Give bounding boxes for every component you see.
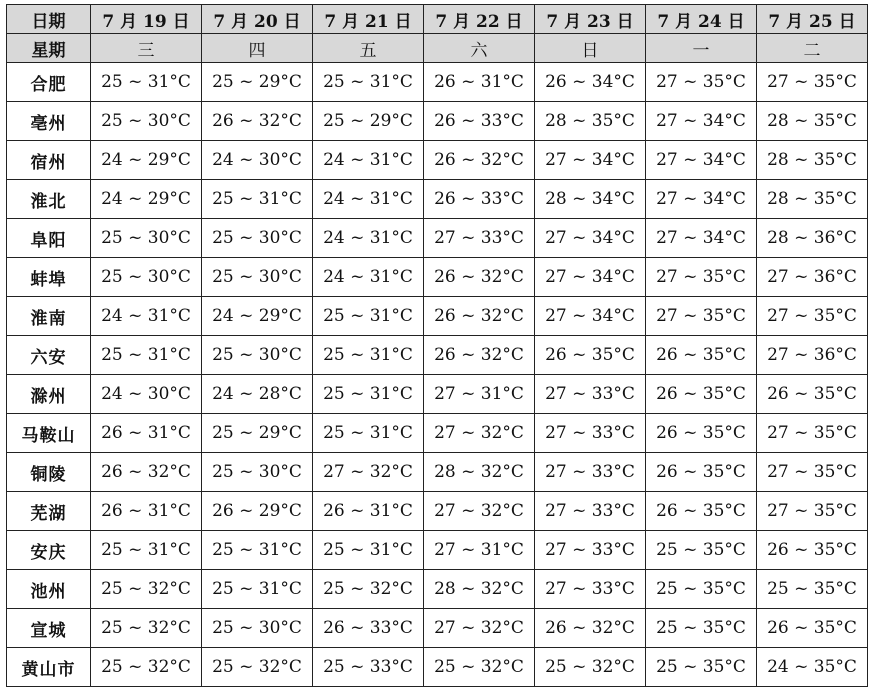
temperature-cell: 25 ~ 35°C bbox=[646, 609, 757, 648]
temperature-cell: 26 ~ 31°C bbox=[91, 414, 202, 453]
table-row bbox=[7, 453, 868, 492]
temperature-cell: 25 ~ 32°C bbox=[535, 648, 646, 687]
temperature-cell: 25 ~ 30°C bbox=[202, 219, 313, 258]
temperature-cell: 27 ~ 35°C bbox=[646, 297, 757, 336]
temperature-cell: 25 ~ 32°C bbox=[91, 609, 202, 648]
temperature-cell: 27 ~ 35°C bbox=[757, 63, 868, 102]
temperature-cell: 25 ~ 31°C bbox=[313, 414, 424, 453]
temperature-cell: 27 ~ 35°C bbox=[646, 63, 757, 102]
temperature-cell: 28 ~ 35°C bbox=[757, 141, 868, 180]
temperature-cell: 25 ~ 31°C bbox=[91, 336, 202, 375]
temperature-cell: 25 ~ 35°C bbox=[646, 531, 757, 570]
temperature-cell: 25 ~ 32°C bbox=[424, 648, 535, 687]
temperature-cell: 26 ~ 35°C bbox=[757, 531, 868, 570]
city-name: 阜阳 bbox=[7, 219, 91, 258]
weekday-header-row bbox=[7, 34, 868, 63]
temperature-cell: 26 ~ 32°C bbox=[91, 453, 202, 492]
temperature-cell: 27 ~ 34°C bbox=[646, 219, 757, 258]
temperature-cell: 27 ~ 31°C bbox=[424, 375, 535, 414]
temperature-cell: 24 ~ 31°C bbox=[313, 219, 424, 258]
temperature-cell: 26 ~ 32°C bbox=[424, 297, 535, 336]
date-header-cell: 7 月 19 日 bbox=[91, 5, 202, 34]
temperature-cell: 25 ~ 30°C bbox=[202, 453, 313, 492]
temperature-cell: 26 ~ 35°C bbox=[646, 375, 757, 414]
temperature-cell: 24 ~ 30°C bbox=[91, 375, 202, 414]
temperature-cell: 27 ~ 34°C bbox=[646, 141, 757, 180]
temperature-cell: 27 ~ 34°C bbox=[535, 219, 646, 258]
temperature-cell: 27 ~ 33°C bbox=[535, 531, 646, 570]
city-name: 蚌埠 bbox=[7, 258, 91, 297]
temperature-cell: 27 ~ 34°C bbox=[535, 297, 646, 336]
temperature-cell: 27 ~ 31°C bbox=[424, 531, 535, 570]
temperature-cell: 26 ~ 33°C bbox=[424, 102, 535, 141]
city-name: 宿州 bbox=[7, 141, 91, 180]
temperature-cell: 25 ~ 31°C bbox=[91, 63, 202, 102]
temperature-cell: 26 ~ 35°C bbox=[646, 492, 757, 531]
temperature-cell: 25 ~ 35°C bbox=[757, 570, 868, 609]
weekday-header-cell: 四 bbox=[202, 34, 313, 63]
city-name: 淮北 bbox=[7, 180, 91, 219]
table-row bbox=[7, 180, 868, 219]
temperature-cell: 26 ~ 31°C bbox=[313, 492, 424, 531]
temperature-cell: 28 ~ 32°C bbox=[424, 570, 535, 609]
temperature-cell: 27 ~ 35°C bbox=[757, 414, 868, 453]
temperature-cell: 25 ~ 31°C bbox=[313, 63, 424, 102]
date-header-cell: 7 月 20 日 bbox=[202, 5, 313, 34]
temperature-cell: 25 ~ 30°C bbox=[202, 258, 313, 297]
date-header-row bbox=[7, 5, 868, 34]
city-name: 安庆 bbox=[7, 531, 91, 570]
city-name: 合肥 bbox=[7, 63, 91, 102]
temperature-cell: 25 ~ 30°C bbox=[91, 219, 202, 258]
temperature-cell: 24 ~ 28°C bbox=[202, 375, 313, 414]
temperature-cell: 27 ~ 33°C bbox=[535, 570, 646, 609]
date-label: 日期 bbox=[7, 5, 91, 34]
temperature-cell: 27 ~ 35°C bbox=[646, 258, 757, 297]
temperature-cell: 25 ~ 31°C bbox=[202, 531, 313, 570]
city-name: 滁州 bbox=[7, 375, 91, 414]
table-body bbox=[7, 63, 868, 687]
table-row bbox=[7, 570, 868, 609]
temperature-cell: 26 ~ 35°C bbox=[646, 336, 757, 375]
temperature-cell: 27 ~ 34°C bbox=[646, 102, 757, 141]
temperature-cell: 25 ~ 35°C bbox=[646, 570, 757, 609]
temperature-cell: 25 ~ 32°C bbox=[91, 648, 202, 687]
weekday-header-cell: 一 bbox=[646, 34, 757, 63]
date-header-cell: 7 月 24 日 bbox=[646, 5, 757, 34]
temperature-cell: 25 ~ 29°C bbox=[202, 414, 313, 453]
city-name: 六安 bbox=[7, 336, 91, 375]
temperature-cell: 27 ~ 35°C bbox=[757, 492, 868, 531]
temperature-cell: 26 ~ 32°C bbox=[424, 141, 535, 180]
temperature-cell: 26 ~ 32°C bbox=[424, 258, 535, 297]
temperature-cell: 25 ~ 31°C bbox=[91, 531, 202, 570]
table-row bbox=[7, 531, 868, 570]
table-row bbox=[7, 609, 868, 648]
date-header-cell: 7 月 25 日 bbox=[757, 5, 868, 34]
weekday-header-cell: 二 bbox=[757, 34, 868, 63]
temperature-cell: 25 ~ 32°C bbox=[91, 570, 202, 609]
city-name: 亳州 bbox=[7, 102, 91, 141]
temperature-cell: 27 ~ 33°C bbox=[535, 453, 646, 492]
table-row bbox=[7, 219, 868, 258]
temperature-cell: 26 ~ 35°C bbox=[646, 453, 757, 492]
date-header-cell: 7 月 21 日 bbox=[313, 5, 424, 34]
temperature-cell: 26 ~ 35°C bbox=[757, 375, 868, 414]
temperature-cell: 24 ~ 31°C bbox=[313, 258, 424, 297]
temperature-cell: 28 ~ 35°C bbox=[757, 180, 868, 219]
temperature-cell: 27 ~ 33°C bbox=[535, 375, 646, 414]
temperature-cell: 24 ~ 31°C bbox=[313, 180, 424, 219]
temperature-cell: 27 ~ 33°C bbox=[535, 492, 646, 531]
temperature-cell: 26 ~ 35°C bbox=[535, 336, 646, 375]
temperature-cell: 28 ~ 35°C bbox=[757, 102, 868, 141]
temperature-cell: 24 ~ 29°C bbox=[91, 141, 202, 180]
city-name: 马鞍山 bbox=[7, 414, 91, 453]
temperature-cell: 28 ~ 35°C bbox=[535, 102, 646, 141]
temperature-cell: 24 ~ 29°C bbox=[91, 180, 202, 219]
table-row bbox=[7, 297, 868, 336]
date-header-cell: 7 月 23 日 bbox=[535, 5, 646, 34]
temperature-cell: 26 ~ 33°C bbox=[424, 180, 535, 219]
temperature-cell: 27 ~ 32°C bbox=[424, 609, 535, 648]
weekday-header-cell: 五 bbox=[313, 34, 424, 63]
temperature-cell: 27 ~ 32°C bbox=[424, 492, 535, 531]
temperature-cell: 25 ~ 31°C bbox=[313, 336, 424, 375]
temperature-cell: 25 ~ 31°C bbox=[313, 375, 424, 414]
temperature-cell: 28 ~ 36°C bbox=[757, 219, 868, 258]
temperature-cell: 27 ~ 33°C bbox=[424, 219, 535, 258]
temperature-cell: 27 ~ 34°C bbox=[535, 141, 646, 180]
temperature-cell: 27 ~ 32°C bbox=[424, 414, 535, 453]
table-row bbox=[7, 414, 868, 453]
city-name: 淮南 bbox=[7, 297, 91, 336]
temperature-cell: 26 ~ 31°C bbox=[424, 63, 535, 102]
city-name: 宣城 bbox=[7, 609, 91, 648]
temperature-cell: 25 ~ 30°C bbox=[91, 102, 202, 141]
temperature-cell: 28 ~ 32°C bbox=[424, 453, 535, 492]
temperature-cell: 27 ~ 33°C bbox=[535, 414, 646, 453]
city-name: 铜陵 bbox=[7, 453, 91, 492]
temperature-cell: 26 ~ 32°C bbox=[535, 609, 646, 648]
temperature-cell: 24 ~ 35°C bbox=[757, 648, 868, 687]
temperature-cell: 27 ~ 36°C bbox=[757, 336, 868, 375]
week-label: 星期 bbox=[7, 34, 91, 63]
temperature-cell: 28 ~ 34°C bbox=[535, 180, 646, 219]
date-header-cell: 7 月 22 日 bbox=[424, 5, 535, 34]
temperature-cell: 27 ~ 35°C bbox=[757, 453, 868, 492]
temperature-cell: 26 ~ 31°C bbox=[91, 492, 202, 531]
temperature-cell: 27 ~ 35°C bbox=[757, 297, 868, 336]
temperature-cell: 27 ~ 32°C bbox=[313, 453, 424, 492]
weekday-header-cell: 日 bbox=[535, 34, 646, 63]
forecast-table bbox=[6, 4, 868, 687]
temperature-cell: 25 ~ 29°C bbox=[202, 63, 313, 102]
temperature-cell: 25 ~ 31°C bbox=[313, 531, 424, 570]
temperature-cell: 26 ~ 32°C bbox=[202, 102, 313, 141]
weekday-header-cell: 六 bbox=[424, 34, 535, 63]
table-row bbox=[7, 492, 868, 531]
temperature-cell: 27 ~ 36°C bbox=[757, 258, 868, 297]
table-row bbox=[7, 102, 868, 141]
temperature-cell: 25 ~ 32°C bbox=[202, 648, 313, 687]
table-row bbox=[7, 336, 868, 375]
table-row bbox=[7, 141, 868, 180]
table-row bbox=[7, 258, 868, 297]
temperature-cell: 25 ~ 30°C bbox=[202, 609, 313, 648]
temperature-cell: 25 ~ 31°C bbox=[202, 570, 313, 609]
temperature-cell: 27 ~ 34°C bbox=[535, 258, 646, 297]
temperature-cell: 25 ~ 32°C bbox=[313, 570, 424, 609]
temperature-cell: 26 ~ 35°C bbox=[757, 609, 868, 648]
temperature-cell: 25 ~ 30°C bbox=[202, 336, 313, 375]
temperature-cell: 24 ~ 29°C bbox=[202, 297, 313, 336]
city-name: 池州 bbox=[7, 570, 91, 609]
weekday-header-cell: 三 bbox=[91, 34, 202, 63]
temperature-cell: 26 ~ 32°C bbox=[424, 336, 535, 375]
temperature-cell: 27 ~ 34°C bbox=[646, 180, 757, 219]
city-name: 黄山市 bbox=[7, 648, 91, 687]
temperature-cell: 26 ~ 29°C bbox=[202, 492, 313, 531]
temperature-cell: 26 ~ 34°C bbox=[535, 63, 646, 102]
temperature-cell: 24 ~ 31°C bbox=[313, 141, 424, 180]
temperature-cell: 24 ~ 31°C bbox=[91, 297, 202, 336]
temperature-cell: 25 ~ 31°C bbox=[202, 180, 313, 219]
table-header bbox=[7, 5, 868, 63]
temperature-cell: 26 ~ 33°C bbox=[313, 609, 424, 648]
temperature-cell: 25 ~ 29°C bbox=[313, 102, 424, 141]
temperature-cell: 25 ~ 30°C bbox=[91, 258, 202, 297]
table-row bbox=[7, 63, 868, 102]
city-name: 芜湖 bbox=[7, 492, 91, 531]
temperature-cell: 26 ~ 35°C bbox=[646, 414, 757, 453]
temperature-cell: 24 ~ 30°C bbox=[202, 141, 313, 180]
temperature-cell: 25 ~ 33°C bbox=[313, 648, 424, 687]
table-row bbox=[7, 375, 868, 414]
temperature-cell: 25 ~ 31°C bbox=[313, 297, 424, 336]
temperature-cell: 25 ~ 35°C bbox=[646, 648, 757, 687]
table-row bbox=[7, 648, 868, 687]
